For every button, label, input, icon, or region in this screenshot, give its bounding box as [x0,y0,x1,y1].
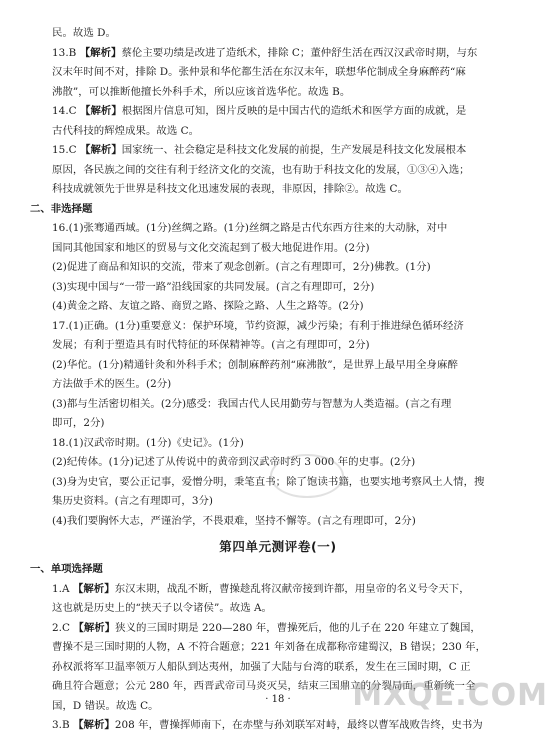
line-text: (4)我们要胸怀大志，严谨治学，不畏艰难，坚持不懈等。(言之有理即可，2分) [52,514,416,527]
line-text: 国，D 错误。故选 C。 [52,699,159,712]
choice-answers-previous [52,24,504,200]
text-line [52,414,504,434]
line-text: 民。故选 D。 [52,27,116,39]
text-line [52,434,504,454]
line-text: 孙权派将军卫温率领万人船队到达夷州，加强了大陆与台湾的联系，发生在三国时期，C 正 [52,660,471,673]
line-text: 原因，各民族之间的交往有利于经济文化的交流，也有助于科技文化的发展，①③④入选； [52,163,470,176]
line-text: 16.(1)张骞通西域。(1分)丝绸之路。(1分)丝绸之路是古代东西方往来的大动脉，对中 [52,222,448,234]
watermark-stamp-icon [270,454,344,498]
text-line [52,83,504,103]
text-line [52,658,504,678]
line-text: 208 年，曹操挥师南下，在赤壁与孙刘联军对峙，最终以曹军战败告终，史书为 [114,719,483,731]
analysis-tag: 【解析】 [73,719,115,731]
answer-content [30,24,504,736]
line-text: 17.(1)正确。(1分)重要意义：保护环境，节约资源，减少污染；有利于推进绿色循环经济 [52,319,464,332]
text-line [52,239,504,259]
text-line [52,492,504,512]
question-number: 14.C [52,105,81,117]
line-text: 曹操不是三国时期的人物，A 不符合题意；221 年刘备在成都称帝建蜀汉，B 错误；230 年， [52,641,487,653]
text-line [52,24,504,44]
analysis-tag: 【解析】 [73,621,116,634]
text-line [52,122,504,142]
analysis-tag: 【解析】 [72,582,115,595]
text-line [52,716,504,736]
question-number: 2.C [52,621,74,634]
line-text: 集历史资料。(言之有理即可，3分) [52,495,214,507]
text-line [52,102,504,122]
text-line [52,599,504,619]
line-text: 发展；有利于塑造具有时代特征的环保精神等。(言之有理即可，2分) [52,339,370,351]
line-text: 汉末年时间不对，排除 D。张仲景和华佗都生活在东汉末年，联想华佗制成全身麻醉药“麻 [52,66,466,78]
line-text: 科技成就领先于世界是科技文化迅速发展的表现，非原因，排除②。故选 C。 [52,183,408,195]
question-number: 3.B [52,719,74,731]
line-text: 18.(1)汉武帝时期。(1分)《史记》。(1分) [52,436,244,449]
line-text: 国同其他国家和地区的贸易与文化交流起到了极大地促进作用。(2分) [52,241,370,254]
line-text: 即可，2分) [52,417,105,429]
line-text: 蔡伦主要功绩是改进了造纸术，排除 C；董仲舒生活在西汉汉武帝时期，与东 [121,46,478,59]
line-text: (3)身为史官，要公正记事，爱憎分明，秉笔直书；除了饱读书籍，也要实地考察风土人情，搜 [52,475,485,488]
text-line [52,619,504,639]
line-text: (2)纪传体。(1分)记述了从传说中的黄帝到汉武帝时约 3 000 年的史事。(2分) [52,456,416,468]
text-line [52,512,504,532]
text-line [52,375,504,395]
unit-test-title: 第四单元测评卷(一) [219,539,337,554]
line-text: 确且符合题意；公元 280 年，西晋武帝司马炎灭吴，结束三国鼎立的分裂局面，重新统一全 [52,680,476,692]
question-number: 15.C [52,144,81,156]
text-line [52,141,504,161]
question-number: 1.A [52,582,73,595]
text-line [52,219,504,239]
text-line [52,44,504,64]
text-line [52,395,504,415]
analysis-tag: 【解析】 [79,46,122,59]
line-text: 这也就是历史上的“挟天子以令诸侯”。故选 A。 [52,602,273,614]
watermark-logo: MXQE.COM [352,678,548,713]
line-text: 狭义的三国时期是 220—280 年，曹操死后，他的儿子在 220 年建立了魏国， [115,621,481,634]
text-line [52,258,504,278]
line-text: 古代科技的辉煌成果。故选 C。 [52,124,200,137]
line-text: (3)实现中国与“一带一路”沿线国家的共同发展。(言之有理即可，2分) [52,280,375,293]
section-title-single-choice: 一、单项选择题 [30,563,103,575]
line-text: 沸散”，可以推断他擅长外科手术，所以应该首选华佗。故选 B。 [52,85,351,98]
text-line [52,180,504,200]
line-text: (2)促进了商品和知识的交流，带来了观念创新。(言之有理即可，2分)佛教。(1分) [52,261,431,273]
line-text: (2)华佗。(1分)精通针灸和外科手术；创制麻醉药剂“麻沸散”，是世界上最早用全身麻醉 [52,358,458,371]
text-line [52,161,504,181]
analysis-tag: 【解析】 [80,144,122,156]
text-line [52,63,504,83]
line-text: (3)都与生活密切相关。(2分)感受：我国古代人民用勤劳与智慧为人类造福。(言之有理 [52,397,452,410]
text-line [52,336,504,356]
line-text: 方法做手术的医生。(2分) [52,378,172,390]
text-line [52,297,504,317]
line-text: 根据图片信息可知，图片反映的是中国古代的造纸术和医学方面的成就，是 [121,105,467,117]
line-text: 东汉末期，战乱不断，曹操趁乱将汉献帝接到许都，用皇帝的名义号令天下， [114,582,470,595]
line-text: 国家统一、社会稳定是科技文化发展的前提，生产发展是科技文化发展根本 [121,144,467,156]
page-number: · 18 · [265,694,291,705]
text-line [52,580,504,600]
text-line [52,638,504,658]
text-line [52,278,504,298]
line-text: (4)黄金之路、友谊之路、商贸之路、探险之路、人生之路等。(2分) [52,300,364,312]
text-line [52,356,504,376]
text-line [52,317,504,337]
section-title-non-choice: 二、非选择题 [30,202,93,215]
analysis-tag: 【解析】 [80,105,122,117]
question-number: 13.B [52,46,80,59]
